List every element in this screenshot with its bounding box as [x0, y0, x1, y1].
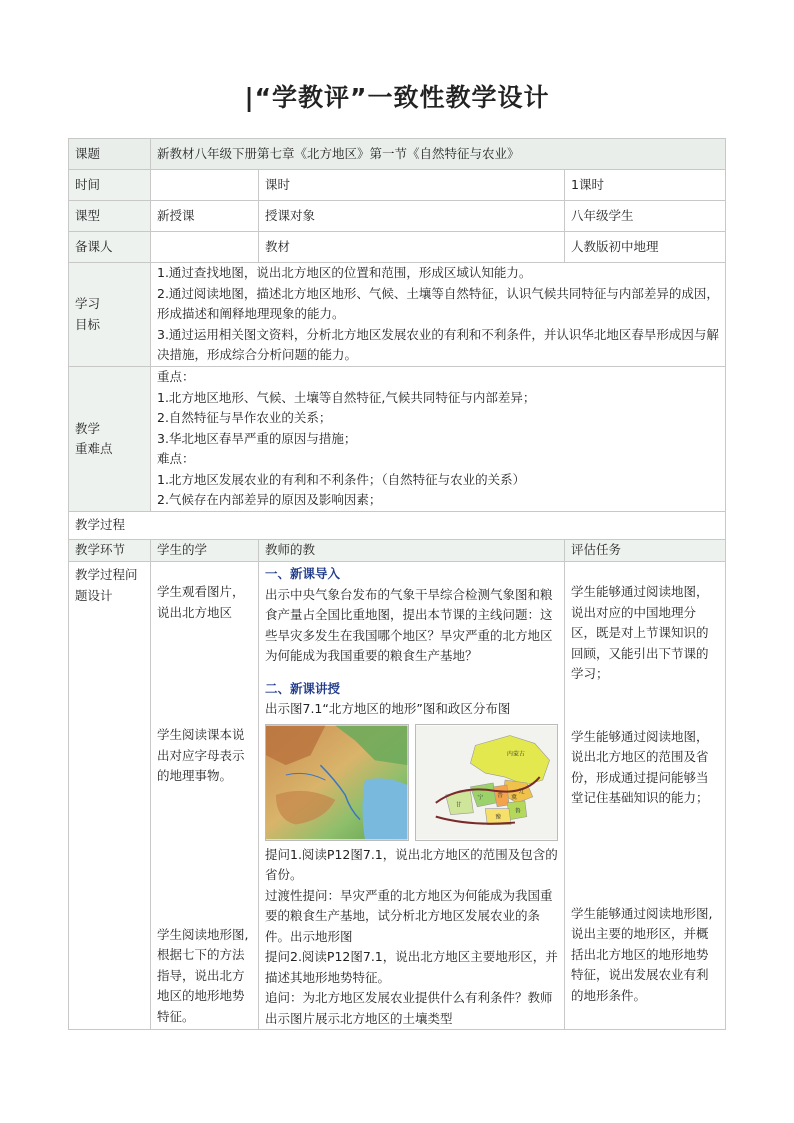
student-task: 学生观看图片，说出北方地区 [157, 584, 245, 620]
map-label: 豫 [494, 813, 501, 821]
student-cell [151, 562, 259, 1030]
header-student: 学生的学 [151, 540, 259, 562]
row-keypoints [69, 367, 726, 512]
question-2: 提问2.阅读P12图7.1，说出北方地区主要地形区，并描述其地形地势特征。 [265, 949, 558, 985]
transition-question: 过渡性提问：旱灾严重的北方地区为何能成为我国重要的粮食生产基地，试分析北方地区发展农业的条件。出示地形图 [265, 887, 553, 944]
stage-cell [69, 562, 151, 1030]
map-label: 晋 [496, 791, 503, 799]
keypoints-content [151, 367, 726, 512]
audience-label: 授课对象 [259, 201, 565, 232]
row-prep [69, 232, 726, 263]
row-time [69, 170, 726, 201]
preparer-label: 备课人 [69, 232, 151, 263]
period-label: 课时 [259, 170, 565, 201]
goal-item: 3.通过运用相关图文资料，分析北方地区发展农业的有利和不利条件，并认识华北地区春旱形成因与解决措施，形成综合分析问题的能力。 [157, 326, 719, 363]
keypoints-label-line2: 重难点 [75, 441, 113, 456]
evaluation-task: 学生能够通过阅读地形图,说出主要的地形区，并概括出北方地区的地形地势特征，说出发展农业有利的地形条件。 [571, 905, 713, 1003]
header-teacher: 教师的教 [259, 540, 565, 562]
keypoint-line: 1.北方地区发展农业的有利和不利条件；（自然特征与农业的关系） [157, 471, 526, 487]
row-process [69, 512, 726, 540]
row-course [69, 139, 726, 170]
audience-value: 八年级学生 [565, 201, 726, 232]
map-label: 内蒙古 [506, 749, 525, 757]
preparer-value [151, 232, 259, 263]
time-value [151, 170, 259, 201]
header-evaluation: 评估任务 [565, 540, 726, 562]
map-label: 宁 [476, 793, 483, 801]
section-title: 二、新课讲授 [265, 680, 341, 696]
intro-text: 出示中央气象台发布的气象干旱综合检测气象图和粮食产量占全国比重地图，提出本节课的主线问题：这些旱灾多发生在我国哪个地区？旱灾严重的北方地区为何能成为我国重要的粮食生产基地？ [265, 586, 553, 663]
lesson-plan-table [68, 138, 726, 1030]
document-title: |“学教评”一致性教学设计 [244, 83, 550, 112]
keypoint-line: 2.自然特征与旱作农业的关系； [157, 410, 332, 426]
keypoint-line: 3.华北地区春旱严重的原因与措施； [157, 430, 357, 446]
goal-item: 1.通过查找地图，说出北方地区的位置和范围，形成区域认知能力。 [157, 265, 532, 281]
map-label: 辽 [518, 787, 525, 795]
keypoints-label-line1: 教学 [75, 420, 101, 436]
keypoint-line: 1.北方地区地形、气候、土壤等自然特征,气候共同特征与内部差异； [157, 389, 536, 405]
course-value: 新教材八年级下册第七章《北方地区》第一节《自然特征与农业》 [151, 139, 726, 170]
course-label: 课题 [69, 139, 151, 170]
map-intro-text: 出示图7.1“北方地区的地形”图和政区分布图 [265, 701, 511, 716]
row-type [69, 201, 726, 232]
type-value: 新授课 [151, 201, 259, 232]
keypoint-line: 2.气候存在内部差异的原因及影响因素； [157, 492, 382, 508]
map-label: 冀 [510, 793, 517, 801]
header-stage: 教学环节 [69, 540, 151, 562]
evaluation-cell [565, 562, 726, 1030]
goals-label-line2: 目标 [75, 316, 101, 332]
keypoints-label [69, 367, 151, 512]
teacher-cell [259, 562, 565, 1030]
textbook-label: 教材 [259, 232, 565, 263]
type-label: 课型 [69, 201, 151, 232]
goals-label-line1: 学习 [75, 296, 101, 311]
map-figures [265, 724, 558, 841]
terrain-map-image [265, 724, 409, 841]
period-value: 1课时 [565, 170, 726, 201]
stage-text: 教学过程问题设计 [75, 567, 138, 603]
row-goals [69, 263, 726, 367]
textbook-value: 人教版初中地理 [565, 232, 726, 263]
keypoint-line: 重点： [157, 369, 195, 385]
keypoint-line: 难点： [157, 451, 195, 467]
map-label: 鲁 [514, 807, 521, 815]
process-label: 教学过程 [69, 512, 726, 540]
section-title: 一、新课导入 [265, 566, 341, 581]
row-process-detail [69, 562, 726, 1030]
political-map-image [415, 724, 559, 841]
evaluation-task: 学生能够通过阅读地图，说出对应的中国地理分区，既是对上节课知识的回顾，又能引出下节课的学习； [571, 584, 709, 681]
goals-label [69, 263, 151, 367]
student-task: 学生阅读课本说出对应字母表示的地理事物。 [157, 727, 245, 783]
goal-item: 2.通过阅读地图，描述北方地区地形、气候、土壤等自然特征，认识气候共同特征与内部差异的成因，形成描述和阐释地理现象的能力。 [157, 285, 719, 322]
student-task: 学生阅读地形图,根据七下的方法指导，说出北方地区的地形地势特征。 [157, 926, 249, 1024]
goals-content [151, 263, 726, 367]
row-headers [69, 540, 726, 562]
time-label: 时间 [69, 170, 151, 201]
follow-up-question: 追问：为北方地区发展农业提供什么有利条件？教师出示图片展示北方地区的土壤类型 [265, 990, 553, 1026]
evaluation-task: 学生能够通过阅读地图，说出北方地区的范围及省份，形成通过提问能够当堂记住基础知识的能力； [571, 728, 709, 805]
map-label: 甘 [455, 801, 462, 809]
question-1: 提问1.阅读P12图7.1，说出北方地区的范围及包含的省份。 [265, 846, 558, 882]
